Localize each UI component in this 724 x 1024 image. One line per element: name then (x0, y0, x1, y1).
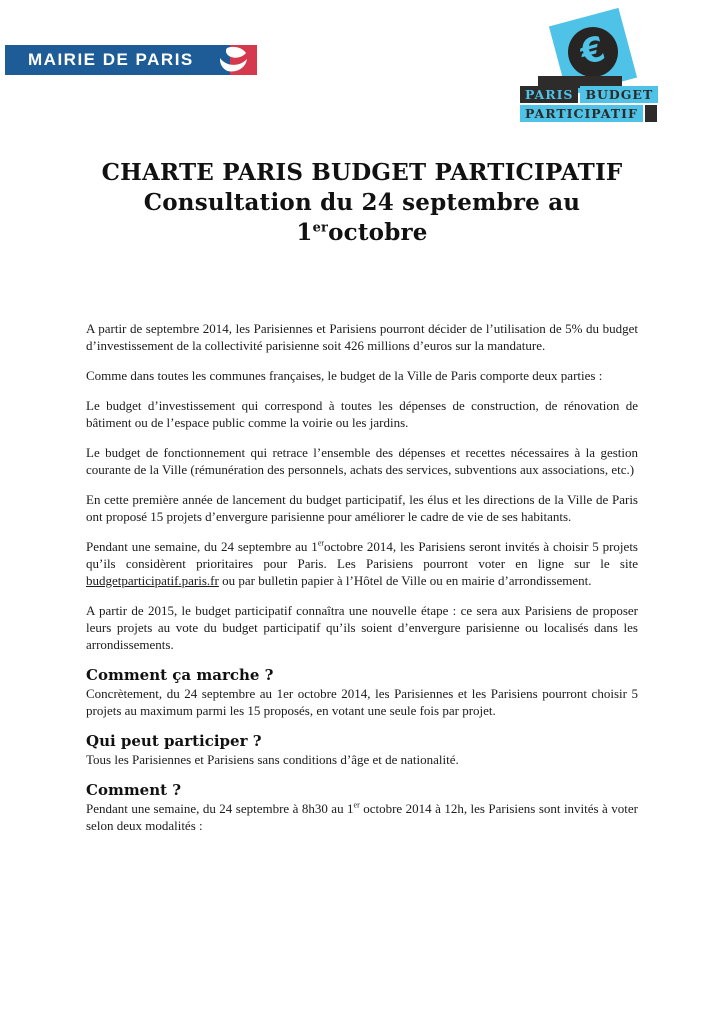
logo-word-budget: BUDGET (580, 86, 658, 103)
paragraph-investissement: Le budget d’investissement qui correspond à toutes les dépenses de construction, de rénovation de bâtiment ou de l’espace public comme la voirie ou les jardins. (86, 398, 638, 430)
title-line2-end: octobre (328, 219, 428, 246)
title-line2 (86, 188, 638, 248)
title-line2-text: Consultation du 24 septembre au 1 (143, 189, 581, 246)
logo-wordmark-row1 (520, 86, 658, 103)
heading-comment-ca-marche: Comment ça marche ? (86, 666, 274, 684)
vote-text-start: Pendant une semaine, du 24 septembre au 1 (86, 539, 318, 554)
euro-circle-icon (562, 21, 623, 82)
budget-participatif-link[interactable]: budgetparticipatif.paris.fr (86, 573, 219, 588)
modalites-text-end: octobre 2014 à 12h, les Parisiens sont invités à voter selon deux modalités : (86, 801, 638, 833)
vote-text-end: ou par bulletin papier à l’Hôtel de Ville ou en mairie d’arrondissement. (218, 573, 592, 588)
mairie-emblem-icon (201, 45, 257, 75)
paragraph-fonctionnement: Le budget de fonctionnement qui retrace l’ensemble des dépenses et recettes nécessaires à la gestion courante de la Ville (rémunération des personnels, achats des services, subventions aux associations, etc.) (86, 445, 638, 477)
paragraph-communes: Comme dans toutes les communes françaises, le budget de la Ville de Paris comporte deux parties : (86, 368, 603, 383)
euro-symbol: € (576, 28, 610, 74)
mairie-emblem-svg (201, 45, 257, 75)
document-content (86, 158, 638, 847)
modalites-text-start: Pendant une semaine, du 24 septembre à 8h30 au 1 (86, 801, 354, 816)
logo-word-paris: PARIS (520, 86, 578, 103)
logo-wordmark-row2 (520, 105, 657, 122)
mairie-de-paris-logo (5, 45, 257, 75)
title-line1: CHARTE PARIS BUDGET PARTICIPATIF (101, 159, 623, 186)
paragraph-vote-semaine (86, 538, 638, 589)
modalites-superscript: er (353, 800, 360, 810)
logo-end-block (645, 105, 657, 122)
paragraph-qui-peut-participer: Tous les Parisiennes et Parisiens sans conditions d’âge et de nationalité. (86, 752, 459, 767)
title-superscript: er (312, 220, 329, 236)
mairie-logo-text: MAIRIE DE PARIS (28, 50, 194, 69)
document-title (86, 158, 638, 248)
paragraph-comment-modalites (86, 800, 638, 834)
vote-text-mid: octobre 2014, les Parisiens seront invités à choisir 5 projets qu’ils considèrent prioritaires pour Paris. Les Parisiens pourront voter en ligne sur le site (86, 539, 638, 571)
budget-participatif-logo (515, 10, 655, 125)
vote-superscript: er (317, 538, 325, 548)
paragraph-2015: A partir de 2015, le budget participatif connaîtra une nouvelle étape : ce sera aux Parisiens de proposer leurs projets au vote du budget participatif qu’ils soient d’envergure parisienne ou localisés dans les arrondissements. (86, 603, 638, 652)
heading-comment: Comment ? (86, 781, 182, 799)
paragraph-comment-ca-marche: Concrètement, du 24 septembre au 1er octobre 2014, les Parisiennes et les Parisiens pourront choisir 5 projets au maximum parmi les 15 proposés, en votant une seule fois par projet. (86, 686, 638, 718)
paragraph-intro-budget: A partir de septembre 2014, les Parisiennes et Parisiens pourront décider de l’utilisation de 5% du budget d’investissement de la collectivité parisienne soit 426 millions d’euros sur la mandature. (86, 321, 638, 353)
paragraph-premiere-annee: En cette première année de lancement du budget participatif, les élus et les directions de la Ville de Paris ont proposé 15 projets d’envergure parisienne pour améliorer le cadre de vie de ses habitants. (86, 492, 638, 524)
heading-qui-peut-participer: Qui peut participer ? (86, 732, 262, 750)
logo-word-participatif: PARTICIPATIF (520, 105, 643, 122)
